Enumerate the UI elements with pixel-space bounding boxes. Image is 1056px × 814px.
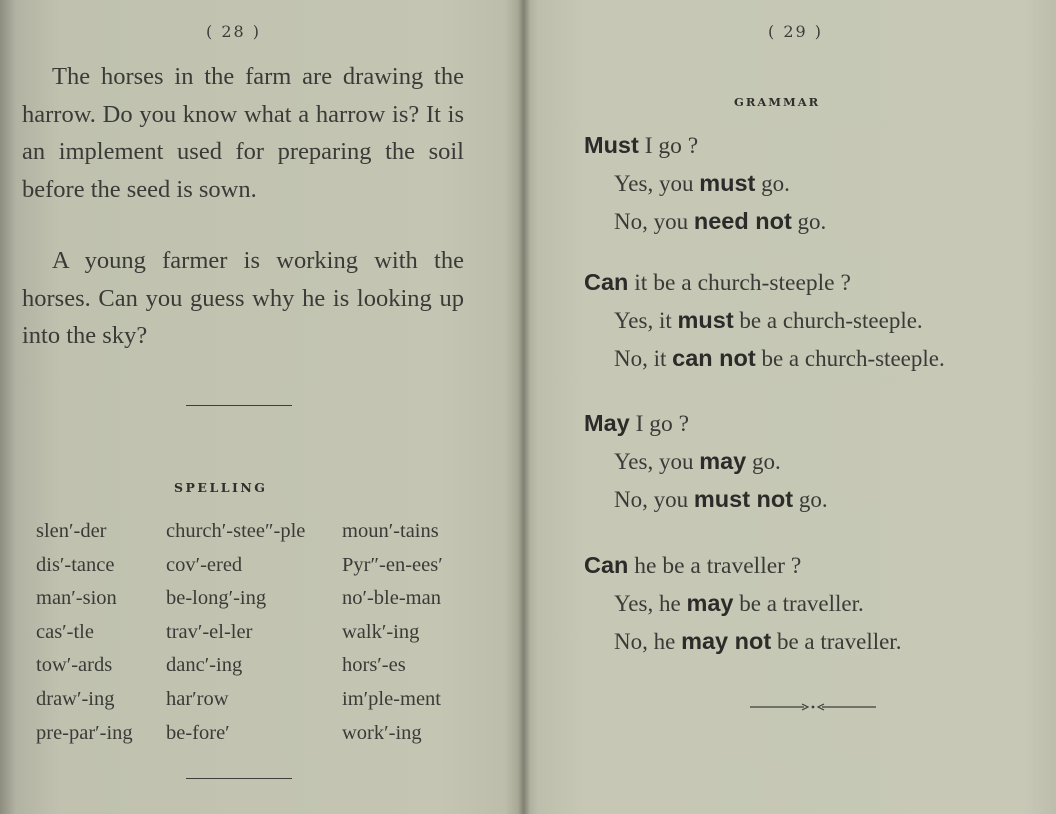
spelling-word: moun′-tains bbox=[342, 520, 439, 542]
book-gutter bbox=[518, 0, 530, 814]
answer-text: be a traveller. bbox=[771, 629, 902, 654]
spelling-word: Pyr″-en-ees′ bbox=[342, 553, 443, 576]
answer-line bbox=[584, 202, 1054, 240]
spelling-word: man′-sion bbox=[36, 587, 117, 610]
ornament-divider bbox=[750, 700, 876, 714]
answer-text: Yes, you bbox=[614, 171, 700, 196]
paragraph-text: The horses in the farm are drawing the harrow. Do you know what a harrow is? It is an implement used for preparing the soil before the seed is sown. bbox=[22, 63, 464, 203]
question-line bbox=[584, 404, 1054, 442]
answer-line bbox=[584, 301, 1054, 339]
spelling-word: dis′-tance bbox=[36, 553, 115, 576]
right-page bbox=[524, 0, 1056, 814]
question-text: it be a church-steeple ? bbox=[628, 270, 851, 296]
paragraph-farmer bbox=[22, 242, 464, 355]
answer-line bbox=[584, 164, 1054, 202]
question-text: I go ? bbox=[638, 133, 699, 159]
answer-text: be a church-steeple. bbox=[755, 346, 945, 371]
spelling-word: work′-ing bbox=[342, 721, 422, 744]
keyword: must bbox=[699, 170, 756, 196]
answer-text: be a traveller. bbox=[733, 591, 864, 616]
spelling-word: hors′-es bbox=[342, 654, 406, 677]
answer-line bbox=[584, 480, 1054, 518]
keyword: must not bbox=[693, 486, 794, 512]
keyword: May bbox=[584, 410, 630, 436]
question-text: he be a traveller ? bbox=[628, 553, 802, 579]
answer-text: Yes, he bbox=[614, 591, 687, 616]
question-text: I go ? bbox=[629, 411, 690, 437]
paragraph-text: A young farmer is working with the horses. Can you guess why he is looking up into the sky? bbox=[22, 247, 464, 349]
answer-line bbox=[584, 442, 1054, 480]
keyword: Can bbox=[584, 552, 629, 578]
answer-text: Yes, you bbox=[614, 449, 700, 474]
keyword: Can bbox=[584, 269, 629, 295]
spelling-word: cov′-ered bbox=[166, 553, 243, 576]
keyword: can not bbox=[672, 345, 756, 371]
keyword: Must bbox=[584, 132, 639, 158]
answer-text: No, you bbox=[614, 209, 694, 234]
answer-text: go. bbox=[755, 171, 790, 196]
spelling-word: slen′-der bbox=[36, 520, 107, 542]
spelling-word: cas′-tle bbox=[36, 620, 94, 643]
answer-text: go. bbox=[791, 209, 827, 234]
spelling-word: be-long′-ing bbox=[166, 587, 267, 610]
spelling-word: har′row bbox=[166, 687, 229, 710]
spelling-word: church′-stee″-ple bbox=[166, 520, 306, 542]
question-line bbox=[584, 546, 1054, 584]
answer-text: No, it bbox=[614, 346, 673, 371]
grammar-heading: GRAMMAR bbox=[734, 95, 821, 109]
spelling-word: draw′-ing bbox=[36, 687, 115, 710]
keyword: may not bbox=[681, 628, 772, 654]
answer-text: go. bbox=[793, 487, 828, 512]
keyword: need not bbox=[693, 208, 792, 234]
keyword: may bbox=[686, 590, 734, 616]
spelling-heading: SPELLING bbox=[174, 480, 268, 495]
spelling-word: walk′-ing bbox=[342, 620, 420, 643]
spelling-word: pre-par′-ing bbox=[36, 721, 133, 744]
grammar-block bbox=[584, 546, 1054, 660]
grammar-block bbox=[584, 263, 1054, 377]
divider-rule bbox=[186, 778, 292, 779]
question-line bbox=[584, 263, 1054, 301]
grammar-block bbox=[584, 404, 1054, 518]
spelling-word: tow′-ards bbox=[36, 654, 113, 677]
keyword: may bbox=[699, 448, 747, 474]
divider-rule bbox=[186, 405, 292, 406]
answer-line bbox=[584, 339, 1054, 377]
spelling-word: no′-ble-man bbox=[342, 587, 441, 610]
answer-text: be a church-steeple. bbox=[733, 308, 923, 333]
paragraph-harrow bbox=[22, 58, 464, 208]
page-number-right: ( 29 ) bbox=[768, 22, 824, 41]
answer-line bbox=[584, 584, 1054, 622]
answer-text: Yes, it bbox=[614, 308, 678, 333]
answer-text: No, you bbox=[614, 487, 694, 512]
keyword: must bbox=[677, 307, 734, 333]
page-number-left: ( 28 ) bbox=[206, 22, 262, 41]
spelling-word: danc′-ing bbox=[166, 654, 243, 677]
answer-text: go. bbox=[746, 449, 781, 474]
question-line bbox=[584, 126, 1054, 164]
left-page bbox=[0, 0, 524, 814]
answer-text: No, he bbox=[614, 629, 682, 654]
spelling-word: be-fore′ bbox=[166, 721, 230, 744]
grammar-block bbox=[584, 126, 1054, 240]
answer-line bbox=[584, 622, 1054, 660]
spelling-word: trav′-el-ler bbox=[166, 620, 253, 643]
spelling-word: im′ple-ment bbox=[342, 687, 441, 710]
